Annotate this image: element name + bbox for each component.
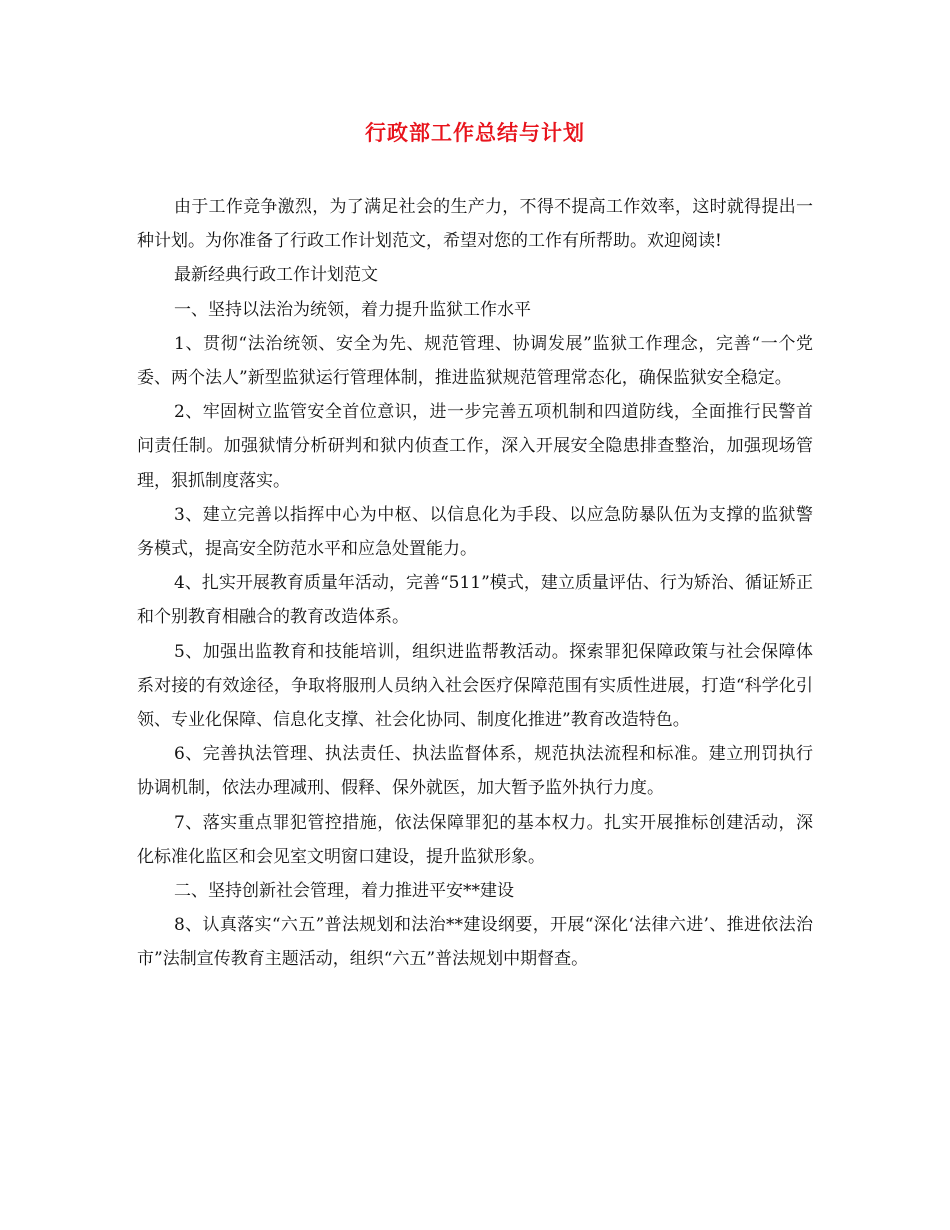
section-heading-1: 一、坚持以法治为统领，着力提升监狱工作水平 xyxy=(174,299,531,320)
paragraph-item-7: 7、落实重点罪犯管控措施，依法保障罪犯的基本权力。扎实开展推标创建活动，深化标准化监区和会见室文明窗口建设，提升监狱形象。 xyxy=(137,812,813,867)
document-title: 行政部工作总结与计划 xyxy=(365,120,585,145)
paragraph-item-4: 4、扎实开展教育质量年活动，完善“511”模式，建立质量评估、行为矫治、循证矫正和个别教育相融合的教育改造体系。 xyxy=(137,573,813,628)
paragraph-subtitle: 最新经典行政工作计划范文 xyxy=(174,265,378,286)
paragraph-item-5: 5、加强出监教育和技能培训，组织进监帮教活动。探索罪犯保障政策与社会保障体系对接的有效途径，争取将服刑人员纳入社会医疗保障范围有实质性进展，打造“科学化引领、专业化保障、信息化支撑、社会化协同、制度化推进”教育改造特色。 xyxy=(137,641,813,731)
paragraph-item-2: 2、牢固树立监管安全首位意识，进一步完善五项机制和四道防线，全面推行民警首问责任制。加强狱情分析研判和狱内侦查工作，深入开展安全隐患排查整治，加强现场管理，狠抓制度落实。 xyxy=(137,402,813,491)
paragraph-intro: 由于工作竞争激烈，为了满足社会的生产力，不得不提高工作效率，这时就得提出一种计划。为你准备了行政工作计划范文，希望对您的工作有所帮助。欢迎阅读! xyxy=(137,197,813,252)
paragraph-item-6: 6、完善执法管理、执法责任、执法监督体系，规范执法流程和标准。建立刑罚执行协调机制，依法办理减刑、假释、保外就医，加大暂予监外执行力度。 xyxy=(137,744,813,799)
paragraph-item-3: 3、建立完善以指挥中心为中枢、以信息化为手段、以应急防暴队伍为支撑的监狱警务模式，提高安全防范水平和应急处置能力。 xyxy=(137,504,813,560)
paragraph-item-8: 8、认真落实“六五”普法规划和法治**建设纲要，开展“深化‘法律六进’、推进依法治市”法制宣传教育主题活动，组织“六五”普法规划中期督查。 xyxy=(137,915,813,970)
paragraph-item-1: 1、贯彻“法治统领、安全为先、规范管理、协调发展”监狱工作理念，完善“一个党委、两个法人”新型监狱运行管理体制，推进监狱规范管理常态化，确保监狱安全稳定。 xyxy=(137,333,813,389)
section-heading-2: 二、坚持创新社会管理，着力推进平安**建设 xyxy=(174,881,514,902)
document-body xyxy=(137,190,813,977)
